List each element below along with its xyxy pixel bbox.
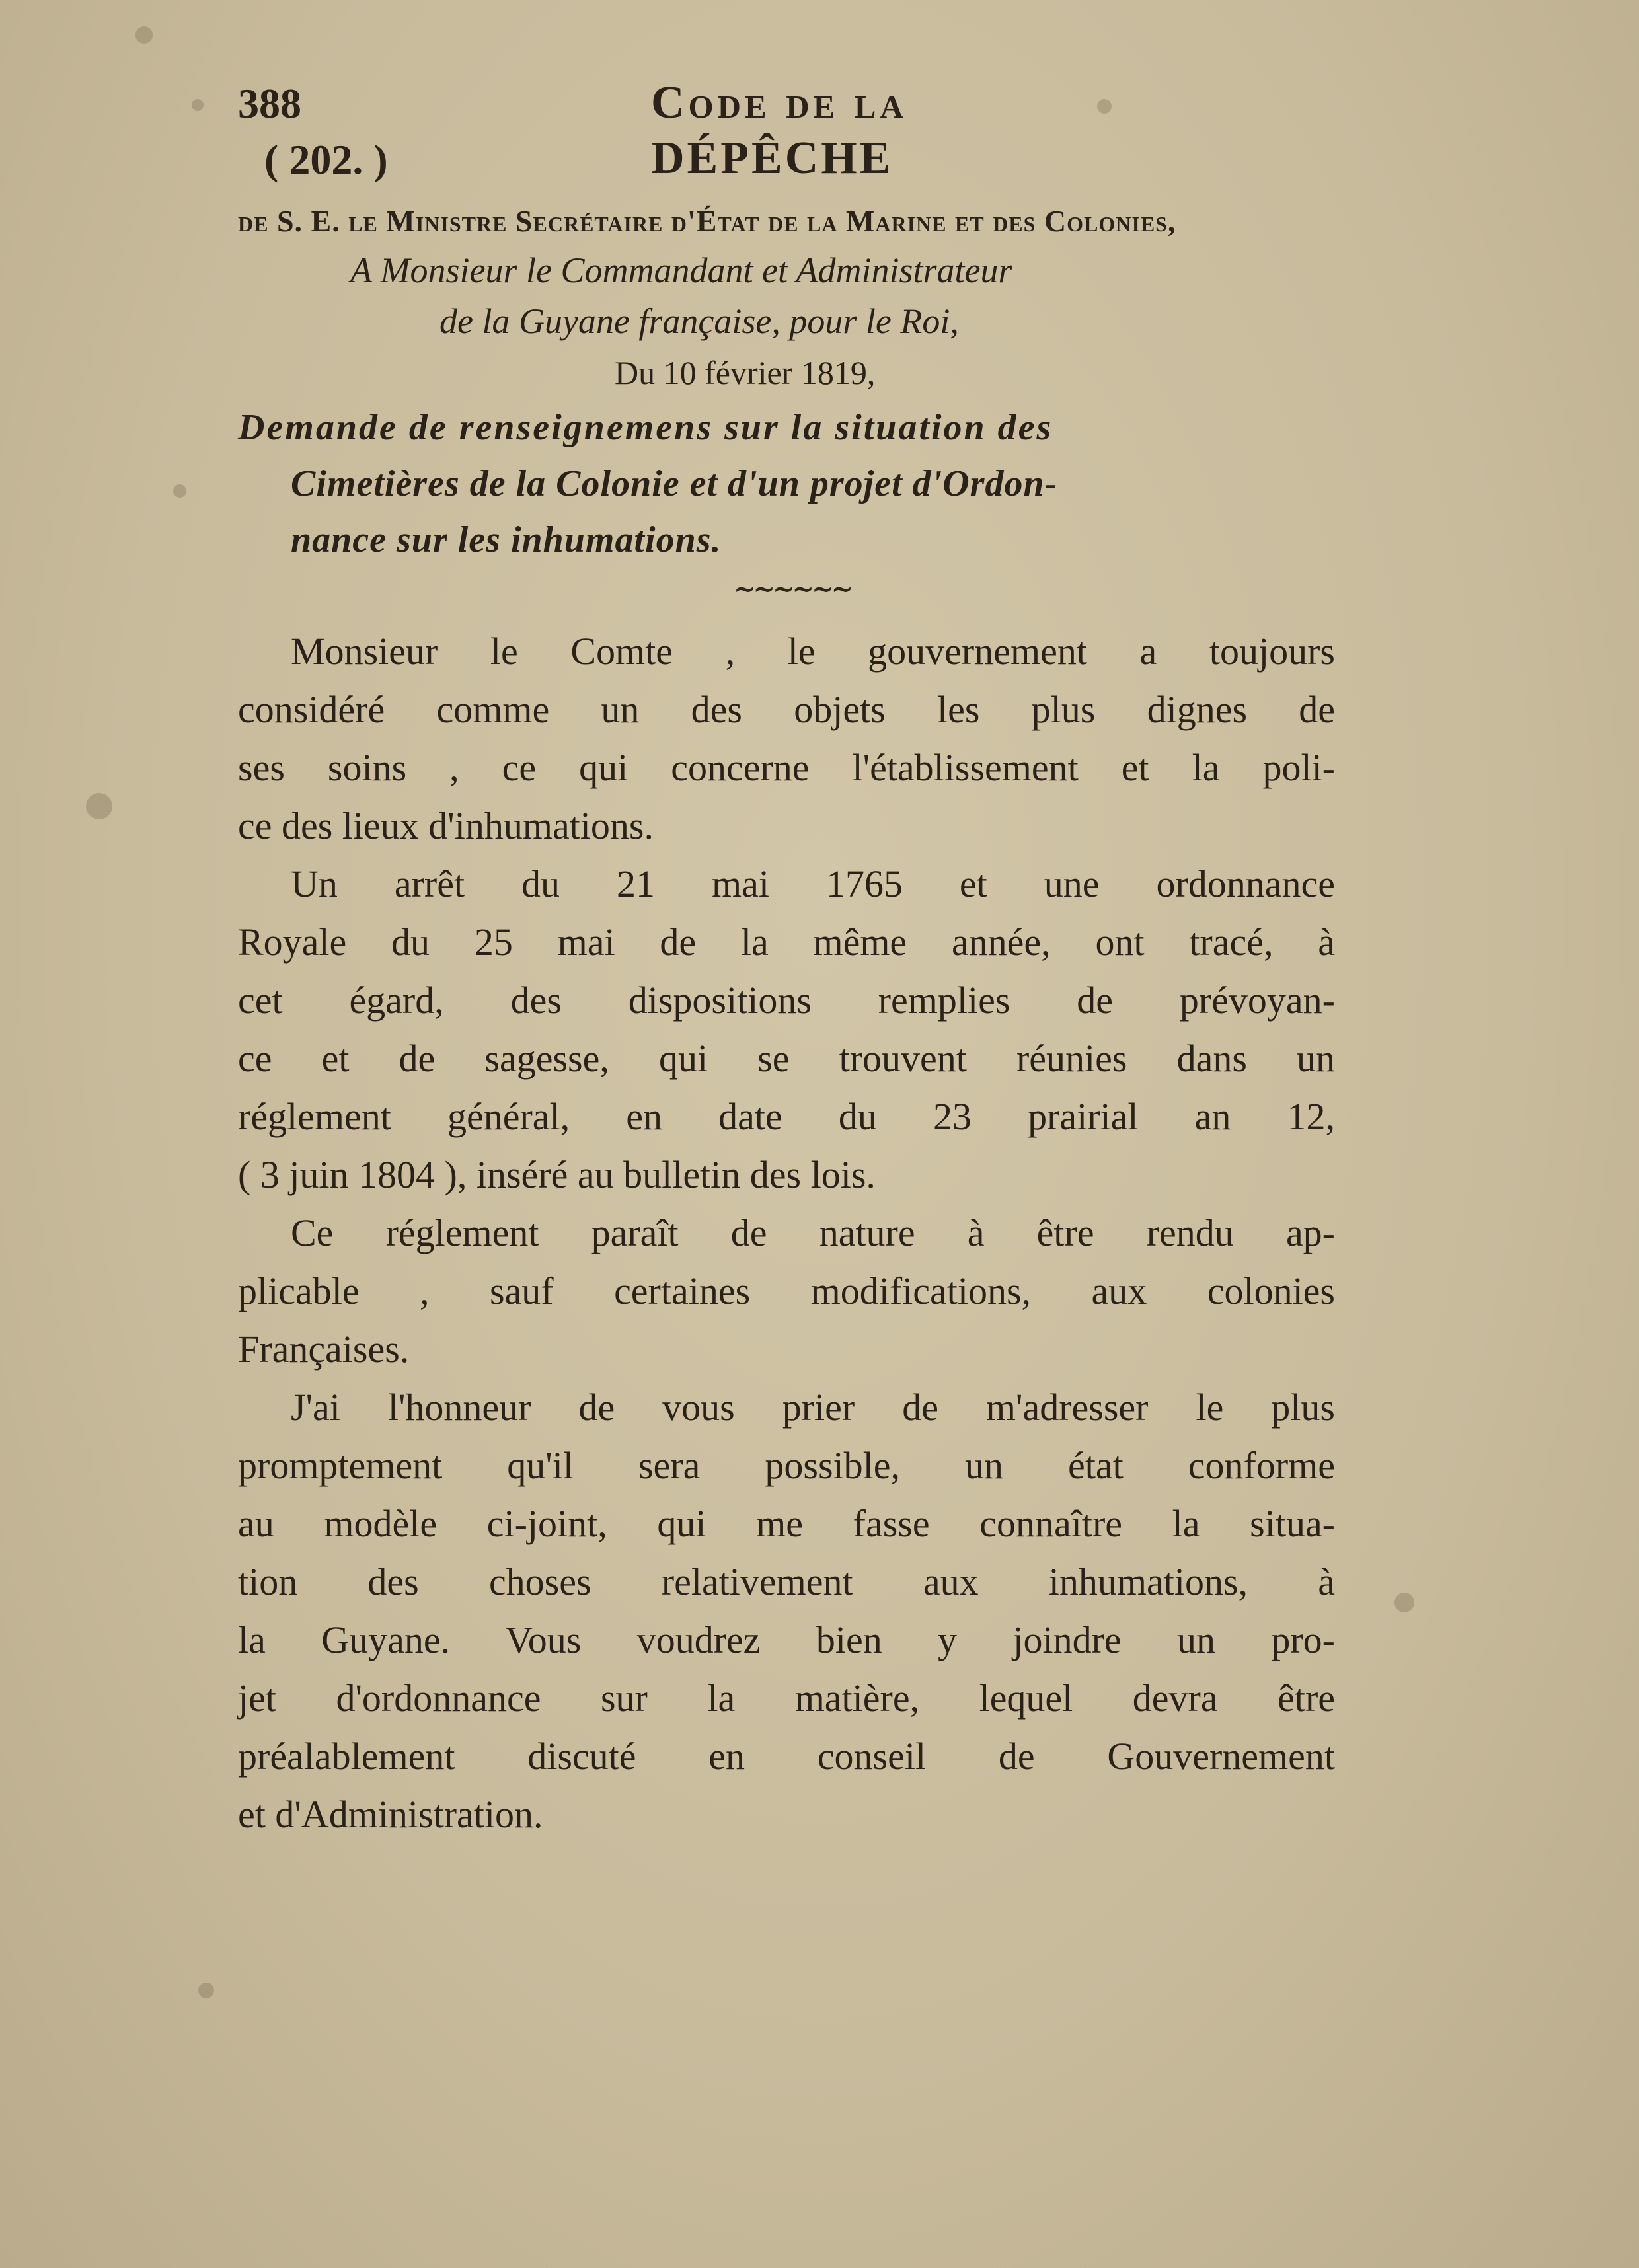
body-line: Un arrêt du 21 mai 1765 et une ordonnance — [291, 862, 1335, 905]
document-type-title: DÉPÊCHE — [651, 133, 894, 184]
paper-stain — [192, 99, 204, 111]
body-line: cet égard, des dispositions remplies de prévoyan- — [238, 979, 1335, 1022]
paper-stain — [173, 484, 186, 498]
dispatch-date: Du 10 février 1819, — [615, 354, 876, 391]
subject-line-3: nance sur les inhumations. — [291, 519, 722, 560]
recipient-line-2: de la Guyane française, pour le Roi, — [439, 301, 959, 341]
body-line: au modèle ci-joint, qui me fasse connaître la situa- — [238, 1502, 1335, 1545]
body-line: tion des choses relativement aux inhumations, à — [238, 1560, 1335, 1603]
body-line: préalablement discuté en conseil de Gouvernement — [238, 1735, 1335, 1778]
paper-stain — [1097, 99, 1112, 114]
body-line: promptement qu'il sera possible, un état conforme — [238, 1444, 1335, 1487]
recipient-line-1: A Monsieur le Commandant et Administrateur — [350, 250, 1012, 290]
body-line: ses soins , ce qui concerne l'établissement et la poli- — [238, 746, 1335, 789]
body-line: J'ai l'honneur de vous prier de m'adresser le plus — [291, 1386, 1335, 1429]
sender-line: de S. E. le Ministre Secrétaire d'État de la Marine et des Colonies, — [238, 204, 1176, 238]
body-line: considéré comme un des objets les plus dignes de — [238, 688, 1335, 731]
body-line: Monsieur le Comte , le gouvernement a toujours — [291, 630, 1335, 673]
body-line: ( 3 juin 1804 ), inséré au bulletin des lois. — [238, 1153, 876, 1196]
running-head: Code de la — [651, 77, 907, 128]
body-line: plicable , sauf certaines modifications, aux colonies — [238, 1269, 1335, 1312]
paper-stain — [135, 26, 153, 44]
body-line: jet d'ordonnance sur la matière, lequel devra être — [238, 1677, 1335, 1720]
body-line: ce et de sagesse, qui se trouvent réunies dans un — [238, 1037, 1335, 1080]
body-line: Royale du 25 mai de la même année, ont tracé, à — [238, 921, 1335, 964]
body-line: Ce réglement paraît de nature à être rendu ap- — [291, 1211, 1335, 1254]
body-line: et d'Administration. — [238, 1793, 543, 1836]
subject-line-2: Cimetières de la Colonie et d'un projet d'Ordon- — [291, 463, 1058, 504]
body-line: Françaises. — [238, 1328, 410, 1371]
body-line: réglement général, en date du 23 prairial an 12, — [238, 1095, 1335, 1138]
paper-stain — [86, 793, 112, 819]
subject-line-1: Demande de renseignemens sur la situation des — [238, 407, 1053, 448]
paper-stain — [198, 1983, 214, 1998]
ornament-divider: ~~~~~~ — [734, 574, 851, 605]
page-number: 388 — [238, 80, 301, 127]
body-line: ce des lieux d'inhumations. — [238, 804, 654, 847]
paper-stain — [1394, 1593, 1414, 1612]
document-number: ( 202. ) — [264, 136, 388, 183]
body-line: la Guyane. Vous voudrez bien y joindre un pro- — [238, 1618, 1335, 1661]
